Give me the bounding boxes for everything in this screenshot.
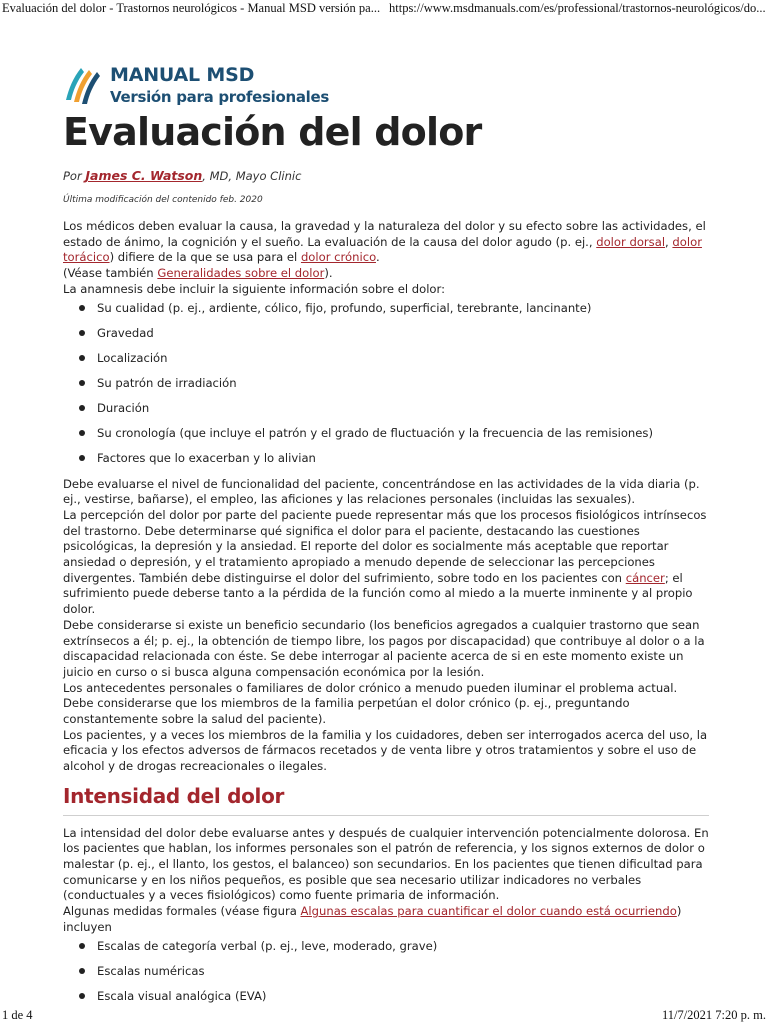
link-generalidades-dolor[interactable]: Generalidades sobre el dolor [157,266,325,281]
logo-subtitle: Versión para profesionales [110,88,329,106]
print-footer [0,1008,768,1024]
page-number: 1 de 4 [2,1008,33,1022]
measures-paragraph [63,904,709,935]
bullet-icon [79,355,85,361]
list-item [63,423,709,448]
intro-text: , [665,234,673,249]
link-cancer[interactable]: cáncer [625,570,665,585]
section-heading-intensity: Intensidad del dolor [63,783,285,808]
secondary-gain-paragraph: Debe considerarse si existe un beneficio secundario (los beneficios agregados a cualquier trastorno que sean extrínsecos a él; p. ej., la obtención de tiempo libre, los pagos por discapacidad) que contribuye al dolor o a la discapacidad relacionada con éste. Se debe interrogar al paciente acerca de si en este momento existe un juicio en curso o si busca alguna compensación económica por la lesión. [63,617,705,679]
history-list [63,298,709,473]
intro-text: ) difiere de la que se usa para el [109,250,301,265]
scales-list [63,936,709,1011]
list-item-text: Duración [97,400,150,415]
list-item-text: Escala visual analógica (EVA) [97,988,267,1003]
link-dolor-toracico[interactable]: dolor torácico [63,234,702,265]
author-affiliation: , MD, Mayo Clinic [202,169,302,183]
list-item-text: Su patrón de irradiación [97,375,237,390]
bullet-icon [79,305,85,311]
intro-text: . [375,250,380,265]
print-header-url: https://www.msdmanuals.com/es/professional/trastornos-neurológicos/do... [389,1,766,15]
list-item-text: Su cronología (que incluye el patrón y el grado de fluctuación y la frecuencia de las remisiones) [97,425,653,440]
see-also-text: ). [324,266,333,281]
author-link[interactable]: James C. Watson [85,168,203,183]
list-item [63,936,709,961]
measures-text: ) incluyen [63,904,682,934]
bullet-icon [79,380,85,386]
bullet-icon [79,455,85,461]
bullet-icon [79,330,85,336]
list-item-text: Escalas de categoría verbal (p. ej., leve, moderado, grave) [97,938,438,953]
list-item [63,398,709,423]
msd-logo-icon [64,62,104,106]
bullet-icon [79,943,85,949]
list-item [63,986,709,1011]
perception-paragraph [63,508,709,618]
see-also-text: (Véase también [63,266,158,281]
list-item-text: Factores que lo exacerban y lo alivian [97,450,316,465]
link-dolor-cronico[interactable]: dolor crónico [300,250,376,265]
article-body [63,219,709,1015]
bullet-icon [79,430,85,436]
list-item [63,348,709,373]
intro-text: Los médicos deben evaluar la causa, la gravedad y la naturaleza del dolor y su efecto sobre las actividades, el estado de ánimo, la cognición y el sueño. La evaluación de la causa del dolor agudo (p. ej., [63,219,706,249]
intensity-paragraph: La intensidad del dolor debe evaluarse antes y después de cualquier intervención potencialmente dolorosa. En los pacientes que hablan, los informes personales son el patrón de referencia, y los signos externos de dolor o malestar (p. ej., el llanto, los gestos, el balanceo) son secundarios. En los pacientes que tienen dificultad para comunicarse y en los niños pequeños, es posible que sea necesario utilizar indicadores no verbales (conductuales y a veces fisiológicos) como fuente primaria de información. [63,825,709,903]
print-header-title: Evaluación del dolor - Trastornos neurológicos - Manual MSD versión pa... [2,1,381,15]
intro-paragraph [63,219,709,266]
history-paragraph: Los antecedentes personales o familiares de dolor crónico a menudo pueden iluminar el problema actual. Debe considerarse que los miembros de la familia perpetúan el dolor crónico (p. ej., preguntando constantemente sobre la salud del paciente). [63,680,678,727]
list-item-text: Gravedad [97,325,154,340]
history-intro: La anamnesis debe incluir la siguiente información sobre el dolor: [63,281,445,296]
bullet-icon [79,993,85,999]
page-title: Evaluación del dolor [63,110,482,154]
perception-text: ; el sufrimiento puede deberse tanto a la pérdida de la función como al miedo a la muerte inminente y al propio dolor. [63,570,693,617]
last-modified: Última modificación del contenido feb. 2020 [63,195,263,205]
print-datetime: 11/7/2021 7:20 p. m. [661,1008,766,1022]
list-item-text: Localización [97,350,168,365]
link-escalas-dolor[interactable]: Algunas escalas para cuantificar el dolor cuando está ocurriendo [300,904,677,919]
logo-brand: MANUAL MSD [110,64,255,86]
medications-paragraph: Los pacientes, y a veces los miembros de la familia y los cuidadores, deben ser interrogados acerca del uso, la eficacia y los efectos adversos de fármacos recetados y de venta libre y otros tratamientos y sobre el uso de alcohol y de drogas recreacionales o ilegales. [63,727,708,774]
list-item-text: Su cualidad (p. ej., ardiente, cólico, fijo, profundo, superficial, terebrante, lancinante) [97,300,592,315]
bullet-icon [79,968,85,974]
list-item [63,448,709,473]
perception-text: La percepción del dolor por parte del paciente puede representar más que los procesos fisiológicos intrínsecos del trastorno. Debe determinarse qué significa el dolor para el paciente, destacando las cuestiones psicológicas, la depresión y la ansiedad. El reporte del dolor es socialmente más aceptable que reportar ansiedad o depresión, y el tratamiento apropiado a menudo depende de seleccionar las percepciones divergentes. También debe distinguirse el dolor del sufrimiento, sobre todo en los pacientes con [63,507,707,585]
list-item [63,961,709,986]
list-item [63,323,709,348]
bullet-icon [79,405,85,411]
link-dolor-dorsal[interactable]: dolor dorsal [596,234,666,249]
see-also [63,266,709,282]
byline-prefix: Por [63,169,82,183]
measures-text: Algunas medidas formales (véase figura [63,904,301,919]
list-item-text: Escalas numéricas [97,963,205,978]
list-item [63,298,709,323]
print-header [0,0,768,22]
byline [63,168,301,183]
list-item [63,373,709,398]
function-paragraph: Debe evaluarse el nivel de funcionalidad del paciente, concentrándose en las actividades de la vida diaria (p. ej., vestirse, bañarse), el empleo, las aficiones y las relaciones personales (incluidas las sexuales). [63,476,700,507]
section-divider [63,815,709,816]
